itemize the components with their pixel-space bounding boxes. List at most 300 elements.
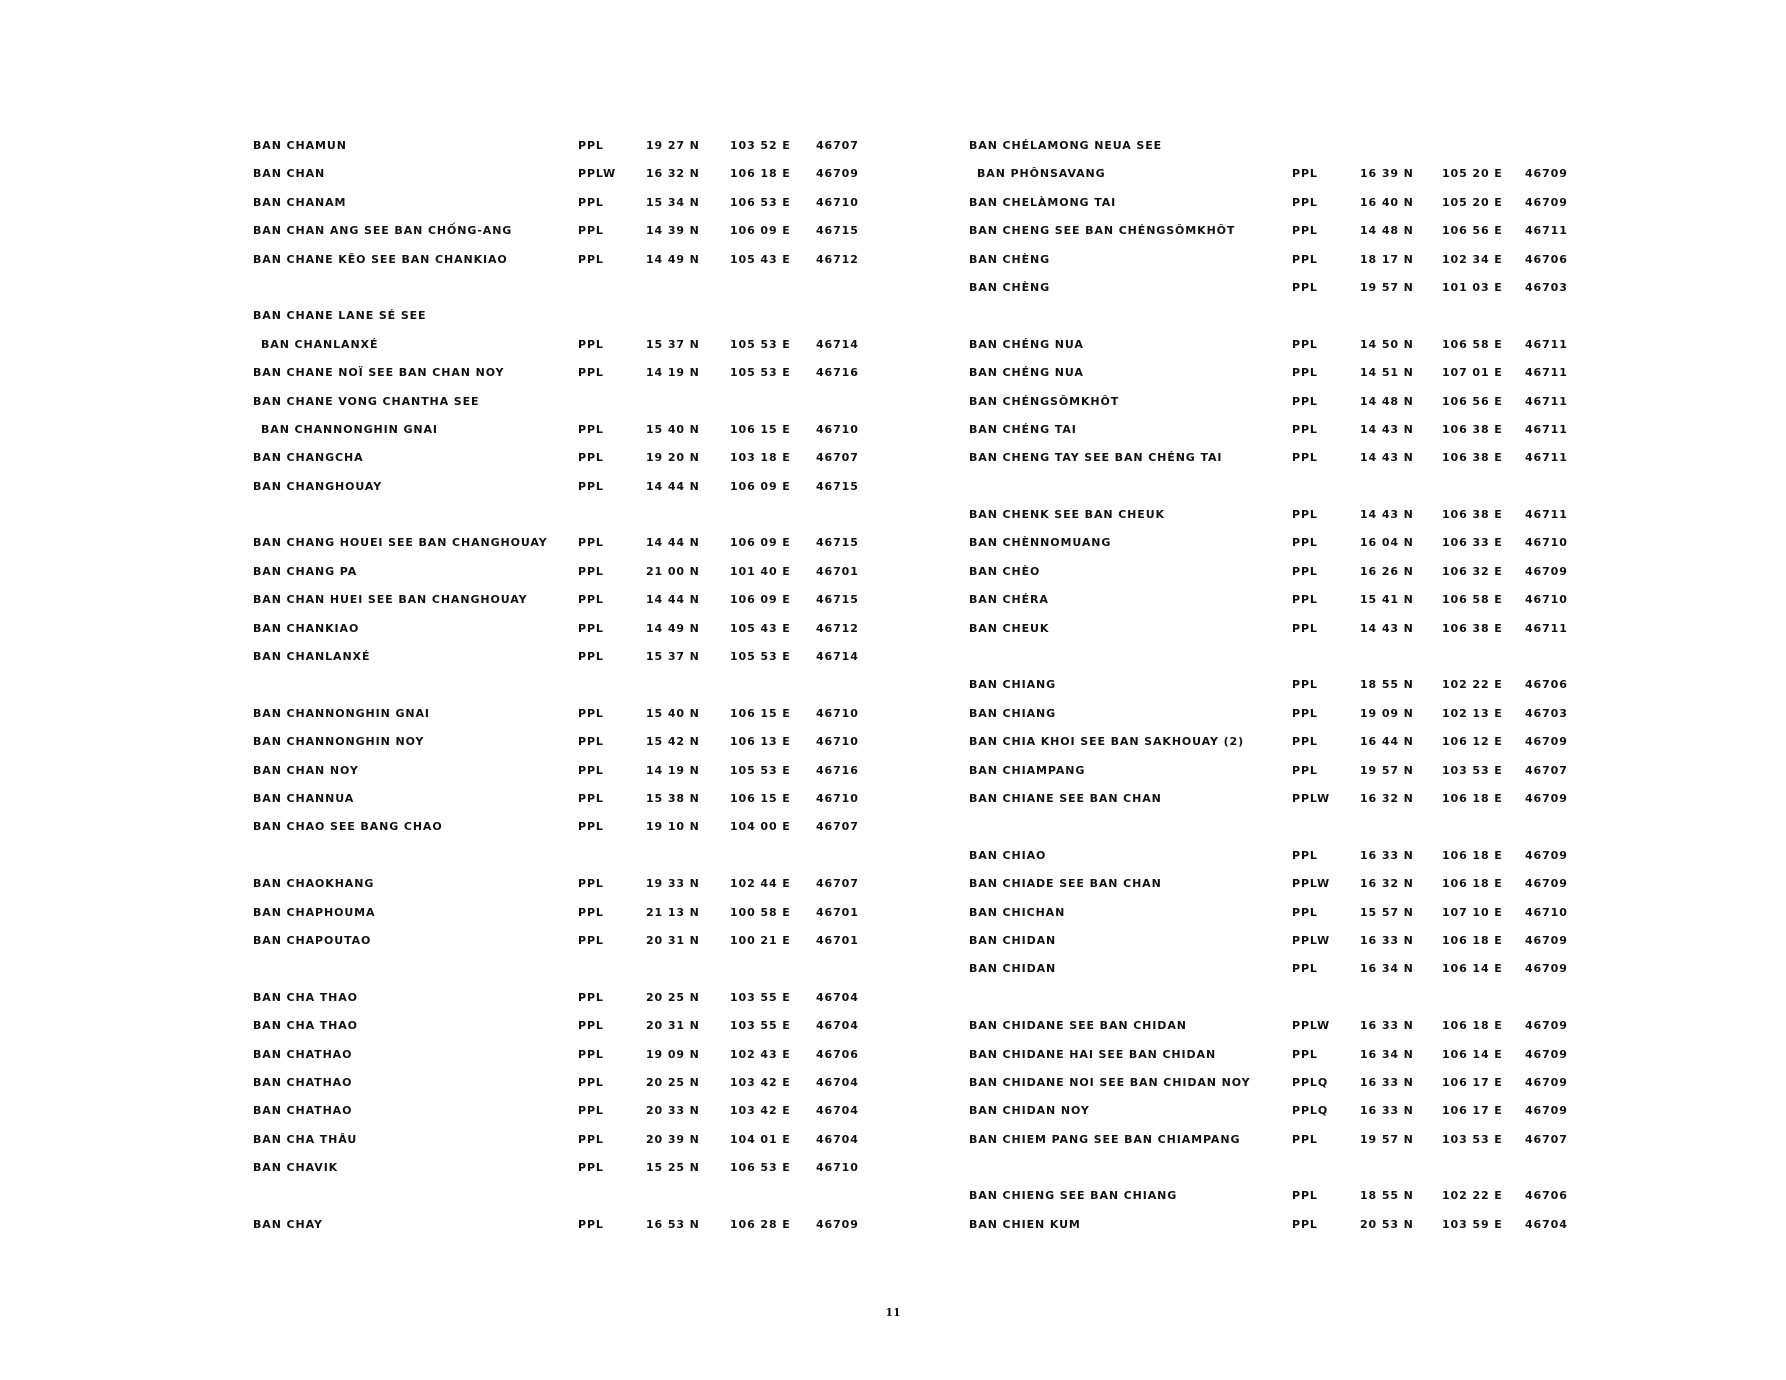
latitude: 16 04 N [1360, 536, 1414, 550]
longitude: 102 43 E [730, 1047, 791, 1061]
gazetteer-entry [969, 928, 1609, 956]
entry-name: BAN CHAOKHANG [253, 877, 375, 891]
map-sheet-code: 46711 [1525, 621, 1568, 635]
latitude: 18 55 N [1360, 1189, 1414, 1203]
feature-type: PPL [1292, 366, 1318, 380]
entry-name: BAN CHIDAN [969, 962, 1057, 976]
entry-name: BAN CHANE LANE SÉ SEE [253, 309, 427, 323]
longitude: 101 03 E [1442, 280, 1503, 294]
entry-name: BAN CHÉLAMONG NEUA SEE [969, 139, 1163, 152]
longitude: 106 15 E [730, 422, 791, 436]
gazetteer-entry [969, 332, 1609, 360]
latitude: 20 53 N [1360, 1217, 1414, 1231]
feature-type: PPL [578, 422, 604, 436]
gazetteer-entry [253, 1070, 893, 1098]
longitude: 106 09 E [730, 536, 791, 550]
feature-type: PPL [578, 933, 604, 947]
longitude: 106 33 E [1442, 536, 1503, 550]
spacer-row [253, 672, 893, 700]
feature-type: PPL [578, 877, 604, 891]
entry-name: BAN CHIADE SEE BAN CHAN [969, 877, 1162, 891]
map-sheet-code: 46709 [1525, 564, 1568, 578]
spacer-row [253, 275, 893, 303]
latitude: 14 19 N [646, 366, 700, 380]
map-sheet-code: 46712 [816, 252, 859, 266]
entry-name: BAN CHÉNG TAI [969, 422, 1077, 436]
entry-name: BAN CHIDAN NOY [969, 1104, 1090, 1118]
entry-name: BAN CHAVIK [253, 1161, 339, 1175]
feature-type: PPL [1292, 962, 1318, 976]
page-number: 11 [885, 1306, 901, 1319]
longitude: 106 58 E [1442, 593, 1503, 607]
gazetteer-entry [969, 247, 1609, 275]
latitude: 14 39 N [646, 224, 700, 238]
latitude: 15 34 N [646, 195, 700, 209]
map-sheet-code: 46706 [1525, 678, 1568, 692]
longitude: 103 42 E [730, 1104, 791, 1118]
latitude: 15 42 N [646, 735, 700, 749]
feature-type: PPL [578, 252, 604, 266]
gazetteer-entry [969, 871, 1609, 899]
gazetteer-entry [969, 758, 1609, 786]
latitude: 15 41 N [1360, 593, 1414, 607]
latitude: 16 33 N [1360, 1104, 1414, 1118]
latitude: 19 27 N [646, 139, 700, 152]
latitude: 14 44 N [646, 479, 700, 493]
feature-type: PPL [1292, 706, 1318, 720]
map-sheet-code: 46715 [816, 536, 859, 550]
longitude: 102 22 E [1442, 678, 1503, 692]
latitude: 21 13 N [646, 905, 700, 919]
entry-name: BAN CHIEN KUM [969, 1217, 1081, 1231]
longitude: 102 44 E [730, 877, 791, 891]
entry-name: BAN CHENG SEE BAN CHÉNGSÔMKHÔT [969, 224, 1236, 238]
longitude: 105 20 E [1442, 195, 1503, 209]
latitude: 16 32 N [1360, 877, 1414, 891]
gazetteer-entry [969, 360, 1609, 388]
map-sheet-code: 46710 [816, 422, 859, 436]
gazetteer-entry [253, 786, 893, 814]
map-sheet-code: 46716 [816, 366, 859, 380]
longitude: 106 18 E [1442, 933, 1503, 947]
entry-name: BAN CHAPHOUMA [253, 905, 376, 919]
latitude: 16 32 N [1360, 791, 1414, 805]
gazetteer-entry [253, 559, 893, 587]
longitude: 100 21 E [730, 933, 791, 947]
entry-name: BAN CHA THAO [253, 1019, 358, 1033]
entry-name: BAN CHAPOUTAO [253, 933, 372, 947]
longitude: 106 09 E [730, 593, 791, 607]
entry-name: BAN CHÉNGSÔMKHÔT [969, 394, 1120, 408]
longitude: 106 15 E [730, 706, 791, 720]
feature-type: PPLW [1292, 791, 1331, 805]
entry-name: BAN CHANNONGHIN GNAI [261, 422, 438, 436]
latitude: 16 33 N [1360, 1075, 1414, 1089]
gazetteer-entry [253, 303, 893, 331]
latitude: 16 33 N [1360, 1019, 1414, 1033]
latitude: 20 25 N [646, 1075, 700, 1089]
latitude: 19 57 N [1360, 763, 1414, 777]
gazetteer-entry [969, 1098, 1609, 1126]
gazetteer-entry [969, 133, 1609, 161]
entry-name: BAN CHÉNG NUA [969, 337, 1084, 351]
latitude: 15 38 N [646, 791, 700, 805]
longitude: 103 53 E [1442, 763, 1503, 777]
gazetteer-entry [253, 530, 893, 558]
map-sheet-code: 46707 [1525, 763, 1568, 777]
longitude: 106 14 E [1442, 962, 1503, 976]
gazetteer-entry [969, 218, 1609, 246]
gazetteer-entry [969, 445, 1609, 473]
map-sheet-code: 46707 [816, 820, 859, 834]
gazetteer-entry [253, 1098, 893, 1126]
longitude: 106 38 E [1442, 508, 1503, 522]
entry-name: BAN CHAO SEE BANG CHAO [253, 820, 443, 834]
longitude: 100 58 E [730, 905, 791, 919]
map-sheet-code: 46710 [816, 195, 859, 209]
longitude: 106 13 E [730, 735, 791, 749]
map-sheet-code: 46716 [816, 763, 859, 777]
feature-type: PPL [1292, 735, 1318, 749]
entry-name: BAN CHAN HUEI SEE BAN CHANGHOUAY [253, 593, 528, 607]
feature-type: PPL [578, 763, 604, 777]
map-sheet-code: 46704 [816, 1019, 859, 1033]
gazetteer-entry [969, 1127, 1609, 1155]
gazetteer-entry [969, 956, 1609, 984]
longitude: 106 56 E [1442, 394, 1503, 408]
longitude: 105 53 E [730, 366, 791, 380]
latitude: 14 44 N [646, 536, 700, 550]
latitude: 16 34 N [1360, 1047, 1414, 1061]
gazetteer-entry [253, 133, 893, 161]
feature-type: PPL [578, 1161, 604, 1175]
map-sheet-code: 46709 [1525, 848, 1568, 862]
latitude: 15 37 N [646, 337, 700, 351]
entry-name: BAN CHANGHOUAY [253, 479, 383, 493]
feature-type: PPL [1292, 224, 1318, 238]
feature-type: PPL [1292, 905, 1318, 919]
entry-name: BAN CHIDANE SEE BAN CHIDAN [969, 1019, 1187, 1033]
entry-name: BAN CHANE VONG CHANTHA SEE [253, 394, 480, 408]
feature-type: PPL [1292, 195, 1318, 209]
feature-type: PPL [1292, 564, 1318, 578]
entry-name: BAN CHANG HOUEI SEE BAN CHANGHOUAY [253, 536, 548, 550]
feature-type: PPL [1292, 422, 1318, 436]
entry-name: BAN CHIA KHOI SEE BAN SAKHOUAY (2) [969, 735, 1245, 749]
gazetteer-entry [969, 530, 1609, 558]
map-sheet-code: 46709 [1525, 877, 1568, 891]
feature-type: PPL [1292, 337, 1318, 351]
map-sheet-code: 46709 [1525, 195, 1568, 209]
latitude: 16 39 N [1360, 167, 1414, 181]
spacer-row [969, 644, 1609, 672]
feature-type: PPL [578, 366, 604, 380]
latitude: 16 44 N [1360, 735, 1414, 749]
map-sheet-code: 46707 [816, 139, 859, 152]
latitude: 20 31 N [646, 933, 700, 947]
entry-name: BAN CHICHAN [969, 905, 1066, 919]
longitude: 106 32 E [1442, 564, 1503, 578]
latitude: 19 20 N [646, 451, 700, 465]
latitude: 16 33 N [1360, 933, 1414, 947]
gazetteer-entry [969, 786, 1609, 814]
longitude: 103 52 E [730, 139, 791, 152]
gazetteer-entry [969, 559, 1609, 587]
map-sheet-code: 46706 [816, 1047, 859, 1061]
entry-name: BAN CHÈNG [969, 280, 1051, 294]
feature-type: PPL [1292, 280, 1318, 294]
feature-type: PPLW [578, 167, 617, 181]
feature-type: PPL [578, 139, 604, 152]
longitude: 103 53 E [1442, 1132, 1503, 1146]
map-sheet-code: 46701 [816, 905, 859, 919]
entry-name: BAN CHÉRA [969, 593, 1049, 607]
feature-type: PPL [1292, 1047, 1318, 1061]
feature-type: PPL [1292, 252, 1318, 266]
entry-name: BAN CHÉNG NUA [969, 366, 1084, 380]
gazetteer-entry [253, 644, 893, 672]
map-sheet-code: 46715 [816, 593, 859, 607]
map-sheet-code: 46715 [816, 479, 859, 493]
gazetteer-entry [969, 161, 1609, 189]
gazetteer-entry [969, 190, 1609, 218]
feature-type: PPL [1292, 678, 1318, 692]
feature-type: PPL [578, 479, 604, 493]
entry-name: BAN CHIANE SEE BAN CHAN [969, 791, 1162, 805]
entry-name: BAN CHATHAO [253, 1104, 353, 1118]
gazetteer-entry [253, 1042, 893, 1070]
latitude: 16 53 N [646, 1217, 700, 1231]
entry-name: BAN CHANKIAO [253, 621, 360, 635]
spacer-row [969, 814, 1609, 842]
gazetteer-entry [253, 1013, 893, 1041]
longitude: 105 53 E [730, 650, 791, 664]
map-sheet-code: 46701 [816, 933, 859, 947]
gazetteer-entry [969, 616, 1609, 644]
feature-type: PPL [578, 536, 604, 550]
latitude: 19 09 N [646, 1047, 700, 1061]
feature-type: PPL [578, 564, 604, 578]
longitude: 102 22 E [1442, 1189, 1503, 1203]
feature-type: PPL [578, 224, 604, 238]
latitude: 19 57 N [1360, 280, 1414, 294]
gazetteer-entry [253, 1155, 893, 1183]
entry-name: BAN CHATHAO [253, 1047, 353, 1061]
longitude: 106 17 E [1442, 1075, 1503, 1089]
entry-name: BAN CHIDAN [969, 933, 1057, 947]
longitude: 103 18 E [730, 451, 791, 465]
feature-type: PPL [578, 195, 604, 209]
longitude: 107 10 E [1442, 905, 1503, 919]
map-sheet-code: 46712 [816, 621, 859, 635]
latitude: 16 34 N [1360, 962, 1414, 976]
latitude: 15 37 N [646, 650, 700, 664]
latitude: 14 19 N [646, 763, 700, 777]
map-sheet-code: 46707 [1525, 1132, 1568, 1146]
entry-name: BAN CHANNONGHIN GNAI [253, 706, 430, 720]
map-sheet-code: 46704 [816, 1075, 859, 1089]
longitude: 106 56 E [1442, 224, 1503, 238]
gazetteer-entry [253, 445, 893, 473]
feature-type: PPL [578, 820, 604, 834]
map-sheet-code: 46707 [816, 877, 859, 891]
gazetteer-entry [253, 1127, 893, 1155]
entry-name: BAN CHAN NOY [253, 763, 359, 777]
latitude: 20 33 N [646, 1104, 700, 1118]
map-sheet-code: 46709 [1525, 1075, 1568, 1089]
entry-name: BAN CHANLANXÉ [261, 337, 379, 351]
entry-name: BAN CHA THÂU [253, 1132, 358, 1146]
feature-type: PPL [1292, 621, 1318, 635]
entry-name: BAN CHANAM [253, 195, 347, 209]
entry-name: BAN CHÈO [969, 564, 1041, 578]
gazetteer-entry [969, 1212, 1609, 1240]
feature-type: PPL [578, 1132, 604, 1146]
gazetteer-entry [253, 360, 893, 388]
map-sheet-code: 46710 [816, 791, 859, 805]
longitude: 106 53 E [730, 1161, 791, 1175]
longitude: 105 43 E [730, 621, 791, 635]
feature-type: PPL [578, 1217, 604, 1231]
gazetteer-entry [253, 218, 893, 246]
gazetteer-entry [253, 587, 893, 615]
feature-type: PPL [1292, 394, 1318, 408]
map-sheet-code: 46711 [1525, 394, 1568, 408]
gazetteer-entry [253, 616, 893, 644]
latitude: 15 25 N [646, 1161, 700, 1175]
gazetteer-entry [969, 729, 1609, 757]
feature-type: PPL [578, 621, 604, 635]
gazetteer-entry [253, 758, 893, 786]
gazetteer-entry [253, 928, 893, 956]
map-sheet-code: 46711 [1525, 224, 1568, 238]
feature-type: PPL [578, 593, 604, 607]
feature-type: PPL [1292, 848, 1318, 862]
longitude: 106 18 E [1442, 791, 1503, 805]
latitude: 18 17 N [1360, 252, 1414, 266]
gazetteer-entry [969, 900, 1609, 928]
gazetteer-entry [253, 814, 893, 842]
feature-type: PPL [578, 337, 604, 351]
latitude: 14 49 N [646, 252, 700, 266]
longitude: 106 38 E [1442, 451, 1503, 465]
map-sheet-code: 46710 [1525, 593, 1568, 607]
feature-type: PPLQ [1292, 1075, 1329, 1089]
map-sheet-code: 46709 [1525, 933, 1568, 947]
entry-name: BAN CHAN ANG SEE BAN CHỐNG-ANG [253, 224, 513, 238]
longitude: 103 59 E [1442, 1217, 1503, 1231]
latitude: 18 55 N [1360, 678, 1414, 692]
map-sheet-code: 46704 [816, 1104, 859, 1118]
map-sheet-code: 46703 [1525, 706, 1568, 720]
feature-type: PPLQ [1292, 1104, 1329, 1118]
latitude: 15 40 N [646, 706, 700, 720]
feature-type: PPL [578, 1019, 604, 1033]
latitude: 16 32 N [646, 167, 700, 181]
feature-type: PPL [1292, 1217, 1318, 1231]
map-sheet-code: 46709 [1525, 167, 1568, 181]
gazetteer-column-left [253, 133, 893, 1240]
gazetteer-entry [253, 389, 893, 417]
longitude: 106 15 E [730, 791, 791, 805]
spacer-row [253, 956, 893, 984]
longitude: 102 13 E [1442, 706, 1503, 720]
spacer-row [969, 474, 1609, 502]
feature-type: PPL [578, 706, 604, 720]
map-sheet-code: 46701 [816, 564, 859, 578]
map-sheet-code: 46709 [1525, 1104, 1568, 1118]
gazetteer-entry [969, 275, 1609, 303]
gazetteer-entry [253, 1212, 893, 1240]
gazetteer-entry [253, 474, 893, 502]
map-sheet-code: 46710 [1525, 905, 1568, 919]
feature-type: PPL [578, 650, 604, 664]
longitude: 106 18 E [1442, 1019, 1503, 1033]
latitude: 14 48 N [1360, 224, 1414, 238]
feature-type: PPL [1292, 536, 1318, 550]
gazetteer-entry [969, 1183, 1609, 1211]
map-sheet-code: 46711 [1525, 366, 1568, 380]
latitude: 14 44 N [646, 593, 700, 607]
feature-type: PPL [578, 1075, 604, 1089]
longitude: 103 42 E [730, 1075, 791, 1089]
entry-name: BAN CHAY [253, 1217, 323, 1231]
map-sheet-code: 46709 [1525, 791, 1568, 805]
spacer-row [969, 1155, 1609, 1183]
feature-type: PPL [1292, 1189, 1318, 1203]
latitude: 14 43 N [1360, 422, 1414, 436]
longitude: 106 09 E [730, 479, 791, 493]
gazetteer-entry [253, 161, 893, 189]
longitude: 106 28 E [730, 1217, 791, 1231]
map-sheet-code: 46703 [1525, 280, 1568, 294]
map-sheet-code: 46714 [816, 650, 859, 664]
feature-type: PPL [578, 735, 604, 749]
longitude: 102 34 E [1442, 252, 1503, 266]
longitude: 106 09 E [730, 224, 791, 238]
feature-type: PPL [578, 451, 604, 465]
gazetteer-column-right [969, 133, 1609, 1240]
map-sheet-code: 46704 [816, 1132, 859, 1146]
entry-name: BAN CHIDANE HAI SEE BAN CHIDAN [969, 1047, 1217, 1061]
entry-name: BAN CHIEM PANG SEE BAN CHIAMPANG [969, 1132, 1241, 1146]
entry-name: BAN PHÔNSAVANG [977, 167, 1106, 181]
latitude: 14 43 N [1360, 451, 1414, 465]
map-sheet-code: 46711 [1525, 508, 1568, 522]
entry-name: BAN CHANE NOÏ SEE BAN CHAN NOY [253, 366, 505, 380]
gazetteer-entry [969, 587, 1609, 615]
entry-name: BAN CHANGCHA [253, 451, 364, 465]
gazetteer-entry [253, 701, 893, 729]
entry-name: BAN CHATHAO [253, 1075, 353, 1089]
gazetteer-entry [253, 985, 893, 1013]
gazetteer-entry [969, 417, 1609, 445]
longitude: 101 40 E [730, 564, 791, 578]
entry-name: BAN CHIAMPANG [969, 763, 1086, 777]
spacer-row [253, 843, 893, 871]
longitude: 107 01 E [1442, 366, 1503, 380]
spacer-row [969, 303, 1609, 331]
latitude: 16 40 N [1360, 195, 1414, 209]
map-sheet-code: 46706 [1525, 252, 1568, 266]
latitude: 20 39 N [646, 1132, 700, 1146]
longitude: 105 53 E [730, 337, 791, 351]
latitude: 16 33 N [1360, 848, 1414, 862]
latitude: 14 43 N [1360, 621, 1414, 635]
map-sheet-code: 46715 [816, 224, 859, 238]
longitude: 106 53 E [730, 195, 791, 209]
gazetteer-entry [253, 190, 893, 218]
